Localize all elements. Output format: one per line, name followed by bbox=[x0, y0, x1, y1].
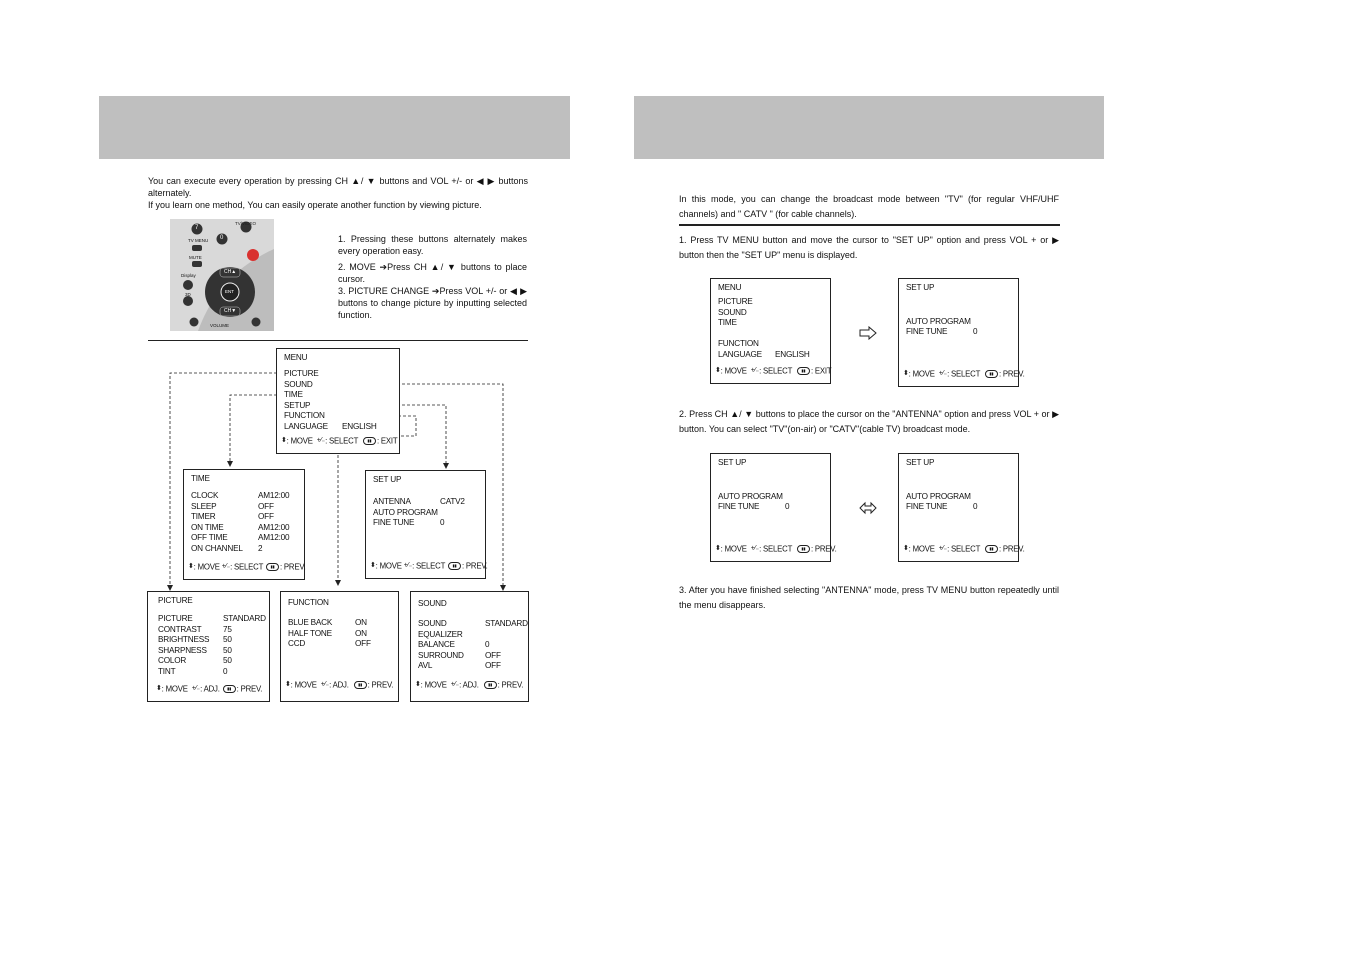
remote-label-volume: VOLUME bbox=[210, 323, 230, 328]
remote-label-display: Display bbox=[181, 273, 196, 278]
remote-label-mute: MUTE bbox=[189, 255, 202, 260]
setup-title: SET UP bbox=[373, 475, 402, 484]
menu-button-icon: ▮▮ bbox=[223, 685, 236, 693]
right-menu-box: MENU PICTURE SOUND TIME FUNCTION LANGUAGE ENGLISH ⬍: MOVE +⁄₋: SELECT ▮▮ : EXIT bbox=[710, 278, 831, 384]
setup-footer: ⬍: MOVE +⁄₋: SELECT ▮▮ : PREV. bbox=[903, 544, 1025, 554]
plus-minus-icon: +⁄₋ bbox=[403, 562, 413, 570]
updown-icon: ⬍ bbox=[370, 562, 376, 570]
remote-label-tv-menu: TV MENU bbox=[188, 238, 209, 243]
time-footer: ⬍: MOVE +⁄₋: SELECT ▮▮ : PREV. bbox=[188, 562, 306, 572]
double-arrow-icon bbox=[859, 501, 877, 515]
menu-button-icon: ▮▮ bbox=[448, 562, 461, 570]
right-step-2: 2. Press CH ▲/ ▼ buttons to place the cursor on the "ANTENNA" option and press VOL + or ▶ button. You can select "TV"(on-air) or "CATV"(cable TV) broadcast mode. bbox=[679, 409, 1059, 434]
left-intro-line1: You can execute every operation by pressing CH ▲/ ▼ buttons and VOL +/- or ◀ ▶ buttons alternately. bbox=[148, 176, 528, 198]
right-setup-box-1: SET UP AUTO PROGRAM FINE TUNE 0 ⬍: MOVE +⁄₋: SELECT ▮▮ : PREV. bbox=[898, 278, 1019, 387]
plus-minus-icon: +⁄₋ bbox=[316, 437, 326, 445]
left-step-2: 2. MOVE ➔Press CH ▲/ ▼ buttons to place cursor. bbox=[338, 262, 527, 284]
menu-item-time: TIME bbox=[284, 390, 303, 399]
function-box: FUNCTION BLUE BACK ON HALF TONE ON CCD OFF ⬍: MOVE +⁄₋: ADJ. ▮▮ : PREV. bbox=[280, 591, 399, 702]
menu-button-icon: ▮▮ bbox=[797, 367, 810, 375]
plus-minus-icon: +⁄₋ bbox=[938, 370, 948, 378]
updown-icon: ⬍ bbox=[156, 685, 162, 693]
menu-item-setup: SETUP bbox=[284, 400, 311, 410]
function-title: FUNCTION bbox=[288, 598, 329, 607]
right-setup-box-2: SET UP AUTO PROGRAM FINE TUNE 0 ⬍: MOVE +⁄₋: SELECT ▮▮ : PREV. bbox=[710, 453, 831, 562]
left-setup-box: SET UP ANTENNA CATV2 AUTO PROGRAM FINE TUNE 0 ⬍: MOVE +⁄₋: SELECT ▮▮ : PREV. bbox=[365, 470, 486, 579]
remote-label-ch-up: CH▲ bbox=[224, 269, 237, 275]
sound-footer: ⬍: MOVE +⁄₋: ADJ. ▮▮ : PREV. bbox=[415, 680, 524, 690]
menu-footer: ⬍: MOVE +⁄₋: SELECT ▮▮ : EXIT bbox=[281, 436, 398, 446]
language-value: ENGLISH bbox=[342, 421, 377, 431]
remote-label-3d: 3D bbox=[185, 292, 191, 297]
right-intro: In this mode, you can change the broadcast mode between "TV" (for regular VHF/UHF channels) and " CATV " (for cable channels). bbox=[679, 194, 1059, 219]
menu-title: MENU bbox=[718, 283, 742, 292]
plus-minus-icon: +⁄₋ bbox=[320, 681, 330, 689]
right-setup-box-3: SET UP AUTO PROGRAM FINE TUNE 0 ⬍: MOVE +⁄₋: SELECT ▮▮ : PREV. bbox=[898, 453, 1019, 562]
right-step-1: 1. Press TV MENU button and move the cursor to "SET UP" option and press VOL + or ▶ button then the "SET UP" menu is displayed. bbox=[679, 235, 1059, 260]
updown-icon: ⬍ bbox=[285, 681, 291, 689]
remote-label-mode: TV/VIDEO bbox=[235, 221, 257, 226]
plus-minus-icon: +⁄₋ bbox=[191, 685, 201, 693]
updown-icon: ⬍ bbox=[715, 545, 721, 553]
updown-icon: ⬍ bbox=[903, 545, 909, 553]
menu-item-function: FUNCTION bbox=[284, 411, 325, 420]
sound-title: SOUND bbox=[418, 599, 447, 608]
remote-label-ent: ENT bbox=[225, 289, 234, 294]
updown-icon: ⬍ bbox=[903, 370, 909, 378]
left-step-1: 1. Pressing these buttons alternately makes every operation easy. bbox=[338, 234, 527, 256]
left-menu-box bbox=[276, 348, 400, 454]
plus-minus-icon: +⁄₋ bbox=[450, 681, 460, 689]
language-label: LANGUAGE bbox=[284, 421, 328, 431]
right-header-bar bbox=[634, 96, 1104, 159]
setup-footer: ⬍: MOVE +⁄₋: SELECT ▮▮ : PREV. bbox=[370, 561, 488, 571]
menu-footer: ⬍: MOVE +⁄₋: SELECT ▮▮ : EXIT bbox=[715, 366, 832, 376]
menu-item-language bbox=[284, 421, 377, 433]
plus-minus-icon: +⁄₋ bbox=[750, 367, 760, 375]
left-intro-line2: If you learn one method, You can easily operate another function by viewing picture. bbox=[148, 200, 482, 210]
remote-label-zero: 0 bbox=[220, 235, 224, 241]
updown-icon: ⬍ bbox=[188, 563, 194, 571]
menu-item-sound: SOUND bbox=[284, 379, 313, 389]
menu-button-icon: ▮▮ bbox=[985, 545, 998, 553]
remote-label-seven: 7 bbox=[195, 225, 199, 231]
menu-item-picture: PICTURE bbox=[284, 369, 319, 378]
plus-minus-icon: +⁄₋ bbox=[750, 545, 760, 553]
menu-button-icon: ▮▮ bbox=[354, 681, 367, 689]
plus-minus-icon: +⁄₋ bbox=[221, 563, 231, 571]
remote-control-image bbox=[170, 219, 274, 331]
menu-button-icon: ▮▮ bbox=[985, 370, 998, 378]
menu-button-icon: ▮▮ bbox=[484, 681, 497, 689]
sound-box: SOUND SOUND STANDARD EQUALIZER BALANCE 0 SURROUND OFF AVL OFF ⬍: MOVE +⁄₋: ADJ. ▮▮ : PREV. bbox=[410, 591, 529, 702]
right-divider bbox=[679, 224, 1060, 226]
time-title: TIME bbox=[191, 474, 210, 483]
menu-button-icon: ▮▮ bbox=[266, 563, 279, 571]
setup-footer: ⬍: MOVE +⁄₋: SELECT ▮▮ : PREV. bbox=[715, 544, 837, 554]
arrow-right-icon bbox=[859, 326, 877, 340]
setup-footer: ⬍: MOVE +⁄₋: SELECT ▮▮ : PREV. bbox=[903, 369, 1025, 379]
updown-icon: ⬍ bbox=[715, 367, 721, 375]
plus-minus-icon: +⁄₋ bbox=[938, 545, 948, 553]
left-step-3: 3. PICTURE CHANGE ➔Press VOL +/- or ◀ ▶ buttons to change picture by inputting selected function. bbox=[338, 286, 527, 320]
picture-footer: ⬍: MOVE +⁄₋: ADJ. ▮▮ : PREV. bbox=[156, 684, 263, 694]
picture-title: PICTURE bbox=[158, 596, 193, 605]
updown-icon: ⬍ bbox=[415, 681, 421, 689]
left-divider bbox=[148, 340, 528, 341]
time-box: TIME CLOCK AM12:00 SLEEP OFF TIMER OFF ON TIME AM12:00 OFF TIME AM12:00 ON CHANNEL 2 ⬍: MOVE +⁄₋: SELECT ▮▮ : PREV. bbox=[183, 469, 305, 580]
menu-button-icon: ▮▮ bbox=[363, 437, 376, 445]
left-header-bar bbox=[99, 96, 570, 159]
updown-icon: ⬍ bbox=[281, 437, 287, 445]
menu-title: MENU bbox=[284, 353, 308, 362]
remote-label-ch-down: CH▼ bbox=[224, 308, 237, 314]
menu-button-icon: ▮▮ bbox=[797, 545, 810, 553]
function-footer: ⬍: MOVE +⁄₋: ADJ. ▮▮ : PREV. bbox=[285, 680, 394, 690]
picture-box: PICTURE PICTURE STANDARD CONTRAST 75 BRIGHTNESS 50 SHARPNESS 50 COLOR 50 TINT 0 ⬍: MOVE +⁄₋: ADJ. ▮▮ : PREV. bbox=[147, 591, 270, 702]
right-step-3: 3. After you have finished selecting "ANTENNA" mode, press TV MENU button repeatedly until the menu disappears. bbox=[679, 585, 1059, 610]
